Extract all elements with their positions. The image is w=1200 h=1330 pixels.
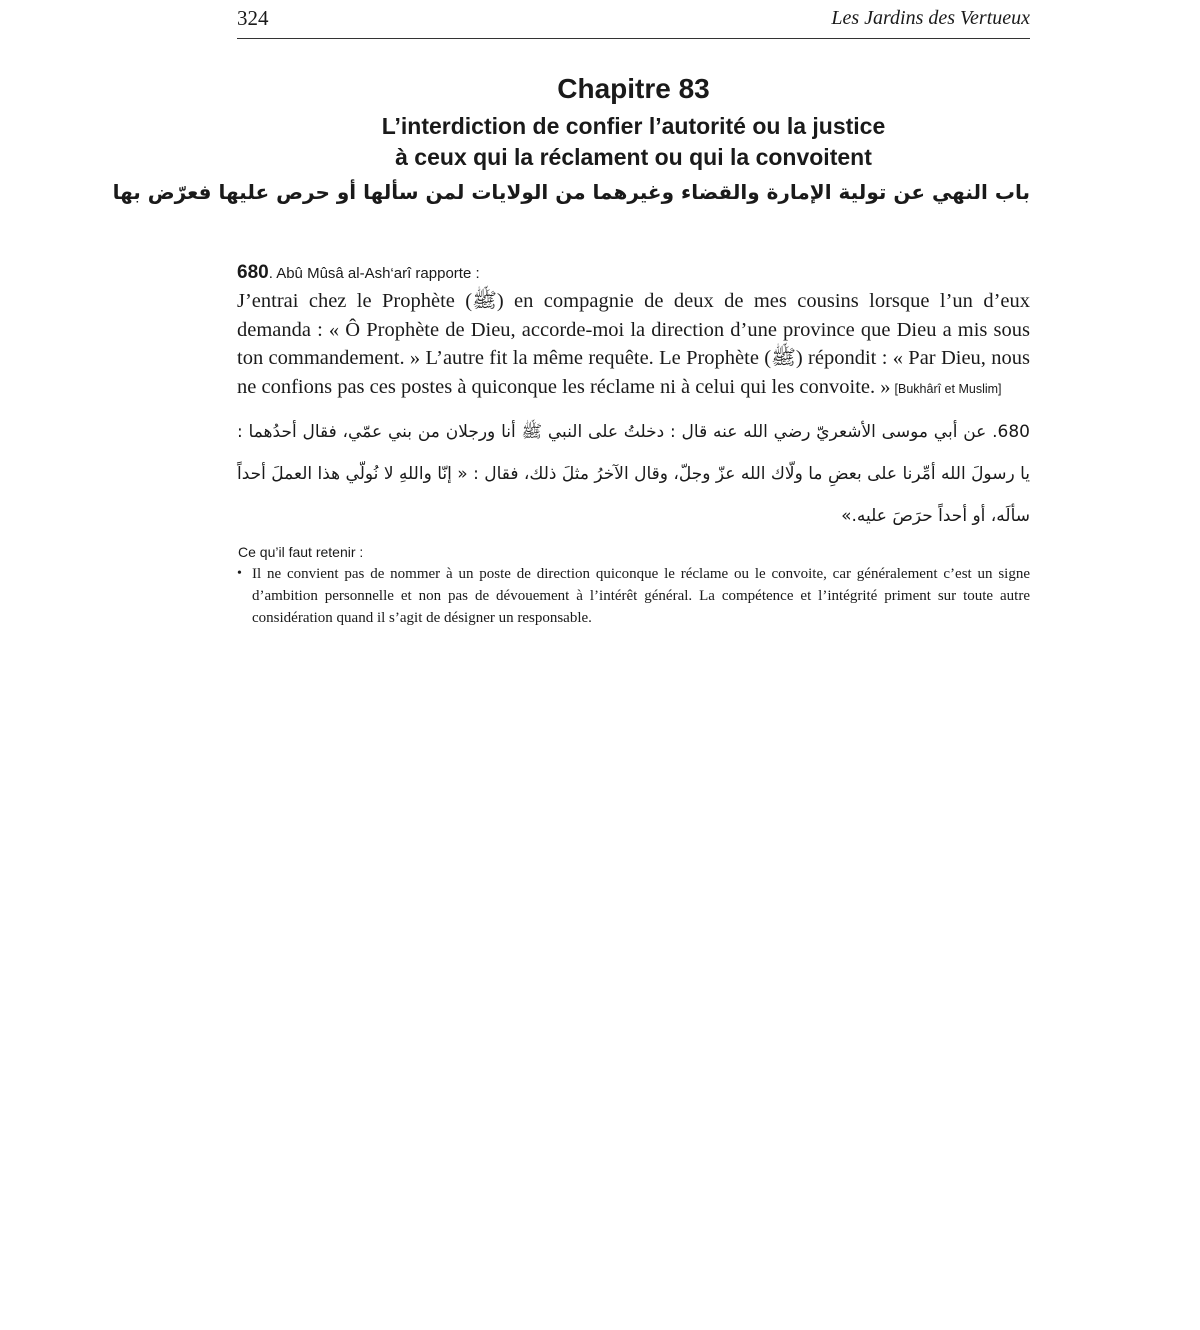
chapter-number: Chapitre 83 bbox=[557, 73, 710, 104]
retain-heading: Ce qu’il faut retenir : bbox=[238, 544, 364, 560]
chapter-title-line-1: L’interdiction de confier l’autorité ou la justice bbox=[381, 113, 886, 139]
bullet-icon: • bbox=[237, 566, 242, 581]
retain-item-text: Il ne convient pas de nommer à un poste de direction quiconque le réclame ou le convoite, car généralement c’est un signe d’ambition personnelle et non pas de dévouement à l’intérêt général. La compétence et l’intégrité priment sur toute autre considération quand il s’agit de désigner un responsable. bbox=[252, 566, 1030, 626]
retain-list bbox=[237, 563, 1030, 629]
hadith-narrator: . Abû Mûsâ al-Ash‘arî rapporte : bbox=[268, 265, 480, 282]
hadith-intro bbox=[237, 262, 1030, 285]
retain-item bbox=[237, 563, 1030, 629]
book-page bbox=[112, 0, 1030, 629]
hadith-text: J’entrai chez le Prophète (ﷺ) en compagnie de deux de mes cousins lorsque l’un d’eux demanda : « Ô Prophète de Dieu, accorde-moi la direction d’une province que Dieu a mis sous ton commandement. » L’autre fit la même requête. Le Prophète (ﷺ) répondit : « Par Dieu, nous ne confions pas ces postes à quiconque les réclame ni à celui qui les convoite. » bbox=[237, 290, 1030, 398]
hadith-arabic-text: 680. عن أبي موسى الأشعريّ رضي الله عنه قال : دخلتُ على النبي ﷺ أنا ورجلان من بني عمّي، فقال أحدُهما : يا رسولَ الله أمِّرنا على بعضِ ما ولّاك الله عزّ وجلّ، وقال الآخرُ مثلَ ذلك، فقال : « إنّا واللهِ لا نُولّي هذا العملَ أحداً سألَه، أو أحداً حرَصَ عليه.» bbox=[237, 422, 1030, 526]
page-number: 324 bbox=[237, 6, 269, 30]
chapter-heading bbox=[112, 71, 1030, 207]
book-title: Les Jardins des Vertueux bbox=[831, 7, 1030, 29]
running-header bbox=[237, 0, 1030, 39]
hadith-block bbox=[237, 262, 1030, 537]
chapter-title bbox=[237, 111, 1030, 173]
hadith-number: 680 bbox=[237, 262, 269, 283]
hadith-translation bbox=[237, 287, 1030, 403]
chapter-title-arabic: باب النهي عن تولية الإمارة والقضاء وغيرهما من الولايات لمن سألها أو حرص عليها فعرّض بها bbox=[112, 180, 1030, 204]
chapter-title-line-2: à ceux qui la réclament ou qui la convoitent bbox=[395, 144, 872, 170]
hadith-source: [Bukhârî et Muslim] bbox=[894, 381, 1002, 396]
